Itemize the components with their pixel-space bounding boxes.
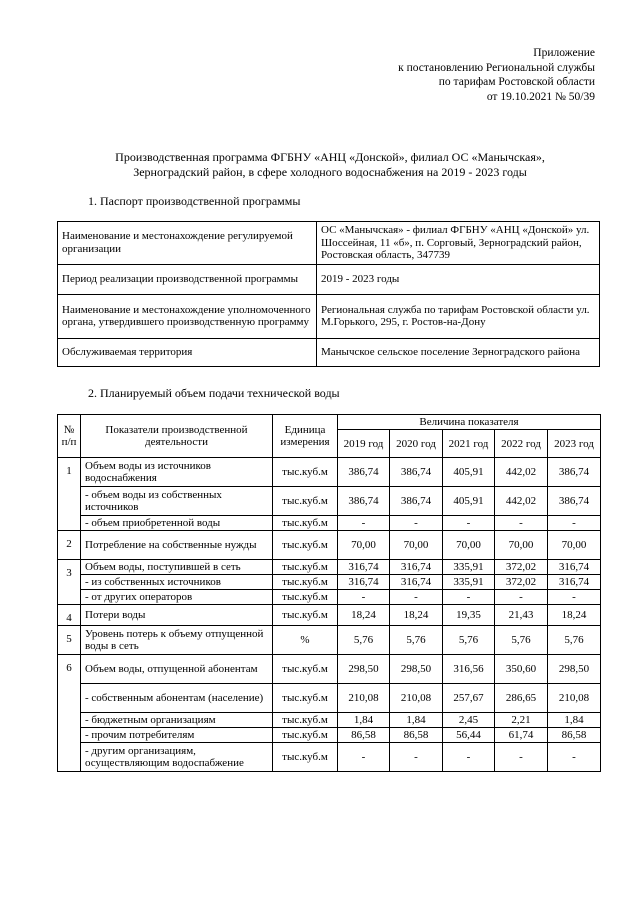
unit-cell: тыс.куб.м (273, 560, 338, 575)
value-cell: 70,00 (495, 531, 548, 560)
value-cell: 386,74 (390, 487, 443, 516)
value-cell: 316,74 (338, 560, 390, 575)
value-cell: 1,84 (548, 713, 601, 728)
value-cell: 372,02 (495, 575, 548, 590)
row-number: 4 (58, 605, 81, 626)
value-cell: 298,50 (338, 655, 390, 684)
value-cell: 350,60 (495, 655, 548, 684)
col-header-year: 2022 год (495, 430, 548, 458)
unit-cell: тыс.куб.м (273, 487, 338, 516)
unit-cell: % (273, 626, 338, 655)
section-heading-volume: 2. Планируемый объем подачи технической воды (88, 386, 340, 400)
value-cell: 386,74 (338, 487, 390, 516)
passport-label: Наименование и местонахождение регулируемой организации (58, 222, 317, 265)
value-cell: - (548, 590, 601, 605)
table-row (58, 590, 601, 605)
unit-cell: тыс.куб.м (273, 728, 338, 743)
value-cell: 386,74 (390, 458, 443, 487)
value-cell: 70,00 (443, 531, 495, 560)
value-cell: 386,74 (548, 458, 601, 487)
value-cell: 372,02 (495, 560, 548, 575)
row-number: 3 (58, 560, 81, 605)
indicator-label: - собственным абонентам (население) (81, 684, 273, 713)
value-cell: 298,50 (548, 655, 601, 684)
indicator-label: Потери воды (81, 605, 273, 626)
value-cell: 70,00 (338, 531, 390, 560)
passport-table (57, 221, 600, 367)
value-cell: - (390, 590, 443, 605)
value-cell: 442,02 (495, 458, 548, 487)
value-cell: 5,76 (390, 626, 443, 655)
section-heading-passport: 1. Паспорт производственной программы (88, 194, 301, 208)
indicator-label: - объем воды из собственных источников (81, 487, 273, 516)
table-row (58, 531, 601, 560)
value-cell: 86,58 (548, 728, 601, 743)
indicator-label: - от других операторов (81, 590, 273, 605)
value-cell: 5,76 (443, 626, 495, 655)
water-volume-table (57, 414, 601, 772)
appendix-line: по тарифам Ростовской области (438, 76, 595, 88)
value-cell: - (495, 516, 548, 531)
title-line: Производственная программа ФГБНУ «АНЦ «Донской», филиал ОС «Манычская», (115, 150, 545, 164)
indicator-label: - из собственных источников (81, 575, 273, 590)
value-cell: 386,74 (548, 487, 601, 516)
value-cell: 316,74 (548, 575, 601, 590)
row-number: 2 (58, 531, 81, 560)
document-title (50, 150, 610, 180)
value-cell: 316,74 (338, 575, 390, 590)
passport-label: Обслуживаемая территория (58, 338, 317, 366)
value-cell: 1,84 (390, 713, 443, 728)
indicator-label: Объем воды, отпущенной абонентам (81, 655, 273, 684)
value-cell: 86,58 (390, 728, 443, 743)
appendix-line: от 19.10.2021 № 50/39 (486, 90, 595, 103)
value-cell: 70,00 (390, 531, 443, 560)
unit-cell: тыс.куб.м (273, 590, 338, 605)
value-cell: 405,91 (443, 487, 495, 516)
value-cell: 335,91 (443, 575, 495, 590)
unit-cell: тыс.куб.м (273, 743, 338, 772)
value-cell: - (338, 743, 390, 772)
value-cell: - (390, 516, 443, 531)
indicator-label: Уровень потерь к объему отпущенной воды в сеть (81, 626, 273, 655)
table-row (58, 338, 600, 366)
value-cell: 70,00 (548, 531, 601, 560)
value-cell: 18,24 (338, 605, 390, 626)
col-header-year: 2020 год (390, 430, 443, 458)
value-cell: - (548, 743, 601, 772)
indicator-label: - объем приобретенной воды (81, 516, 273, 531)
value-cell: 442,02 (495, 487, 548, 516)
value-cell: 257,67 (443, 684, 495, 713)
value-cell: 5,76 (338, 626, 390, 655)
table-row (58, 516, 601, 531)
passport-value: Региональная служба по тарифам Ростовской области ул. М.Горького, 295, г. Ростов-на-Дону (317, 294, 600, 338)
value-cell: 335,91 (443, 560, 495, 575)
col-header-num: № п/п (58, 415, 81, 458)
unit-cell: тыс.куб.м (273, 575, 338, 590)
passport-value: 2019 - 2023 годы (317, 264, 600, 294)
value-cell: 316,56 (443, 655, 495, 684)
value-cell: - (495, 743, 548, 772)
unit-cell: тыс.куб.м (273, 531, 338, 560)
value-cell: 210,08 (390, 684, 443, 713)
row-number: 6 (58, 655, 81, 772)
table-row (58, 222, 600, 265)
unit-cell: тыс.куб.м (273, 684, 338, 713)
value-cell: - (548, 516, 601, 531)
row-number: 5 (58, 626, 81, 655)
value-cell: 5,76 (495, 626, 548, 655)
table-row (58, 294, 600, 338)
table-row (58, 560, 601, 575)
table-row (58, 684, 601, 713)
value-cell: 56,44 (443, 728, 495, 743)
value-cell: 19,35 (443, 605, 495, 626)
value-cell: 210,08 (548, 684, 601, 713)
value-cell: 86,58 (338, 728, 390, 743)
col-header-indicator: Показатели производственной деятельности (81, 415, 273, 458)
table-row (58, 743, 601, 772)
value-cell: - (443, 516, 495, 531)
table-row (58, 605, 601, 626)
table-row (58, 264, 600, 294)
unit-cell: тыс.куб.м (273, 655, 338, 684)
passport-label: Наименование и местонахождение уполномоченного органа, утвердившего производственную программу (58, 294, 317, 338)
value-cell: - (338, 590, 390, 605)
value-cell: 2,45 (443, 713, 495, 728)
table-row (58, 713, 601, 728)
table-body (58, 458, 601, 772)
value-cell: 21,43 (495, 605, 548, 626)
table-row (58, 626, 601, 655)
value-cell: - (443, 590, 495, 605)
value-cell: 18,24 (390, 605, 443, 626)
indicator-label: - другим организациям, осуществляющим водоспабжение (81, 743, 273, 772)
passport-label: Период реализации производственной программы (58, 264, 317, 294)
value-cell: - (338, 516, 390, 531)
value-cell: 316,74 (390, 560, 443, 575)
table-row (58, 487, 601, 516)
col-header-unit: Единица измерения (273, 415, 338, 458)
col-header-year: 2023 год (548, 430, 601, 458)
value-cell: 286,65 (495, 684, 548, 713)
value-cell: 61,74 (495, 728, 548, 743)
value-cell: 1,84 (338, 713, 390, 728)
table-row (58, 655, 601, 684)
passport-value: ОС «Манычская» - филиал ФГБНУ «АНЦ «Донской» ул. Шоссейная, 11 «б», п. Сорговый, Зерноградский район, Ростовская область, 347739 (317, 222, 600, 265)
value-cell: 2,21 (495, 713, 548, 728)
value-cell: 405,91 (443, 458, 495, 487)
value-cell: 316,74 (390, 575, 443, 590)
value-cell: - (390, 743, 443, 772)
table-row (58, 575, 601, 590)
value-cell: 18,24 (548, 605, 601, 626)
table-row (58, 728, 601, 743)
col-header-year: 2019 год (338, 430, 390, 458)
appendix-line: к постановлению Региональной службы (398, 61, 595, 74)
table-row (58, 458, 601, 487)
value-cell: 386,74 (338, 458, 390, 487)
indicator-label: Объем воды, поступившей в сеть (81, 560, 273, 575)
unit-cell: тыс.куб.м (273, 605, 338, 626)
value-cell: 298,50 (390, 655, 443, 684)
unit-cell: тыс.куб.м (273, 713, 338, 728)
value-cell: 5,76 (548, 626, 601, 655)
unit-cell: тыс.куб.м (273, 458, 338, 487)
appendix-line: Приложение (533, 47, 595, 59)
value-cell: - (495, 590, 548, 605)
indicator-label: Объем воды из источников водоснабжения (81, 458, 273, 487)
value-cell: 316,74 (548, 560, 601, 575)
indicator-label: - прочим потребителям (81, 728, 273, 743)
value-cell: - (443, 743, 495, 772)
indicator-label: - бюджетным организациям (81, 713, 273, 728)
indicator-label: Потребление на собственные нужды (81, 531, 273, 560)
col-header-value: Величина показателя (338, 415, 601, 430)
passport-value: Манычское сельское поселение Зерноградского района (317, 338, 600, 366)
unit-cell: тыс.куб.м (273, 516, 338, 531)
title-line: Зерноградский район, в сфере холодного водоснабжения на 2019 - 2023 годы (133, 165, 527, 179)
col-header-year: 2021 год (443, 430, 495, 458)
value-cell: 210,08 (338, 684, 390, 713)
row-number: 1 (58, 458, 81, 531)
appendix-note (398, 46, 595, 104)
